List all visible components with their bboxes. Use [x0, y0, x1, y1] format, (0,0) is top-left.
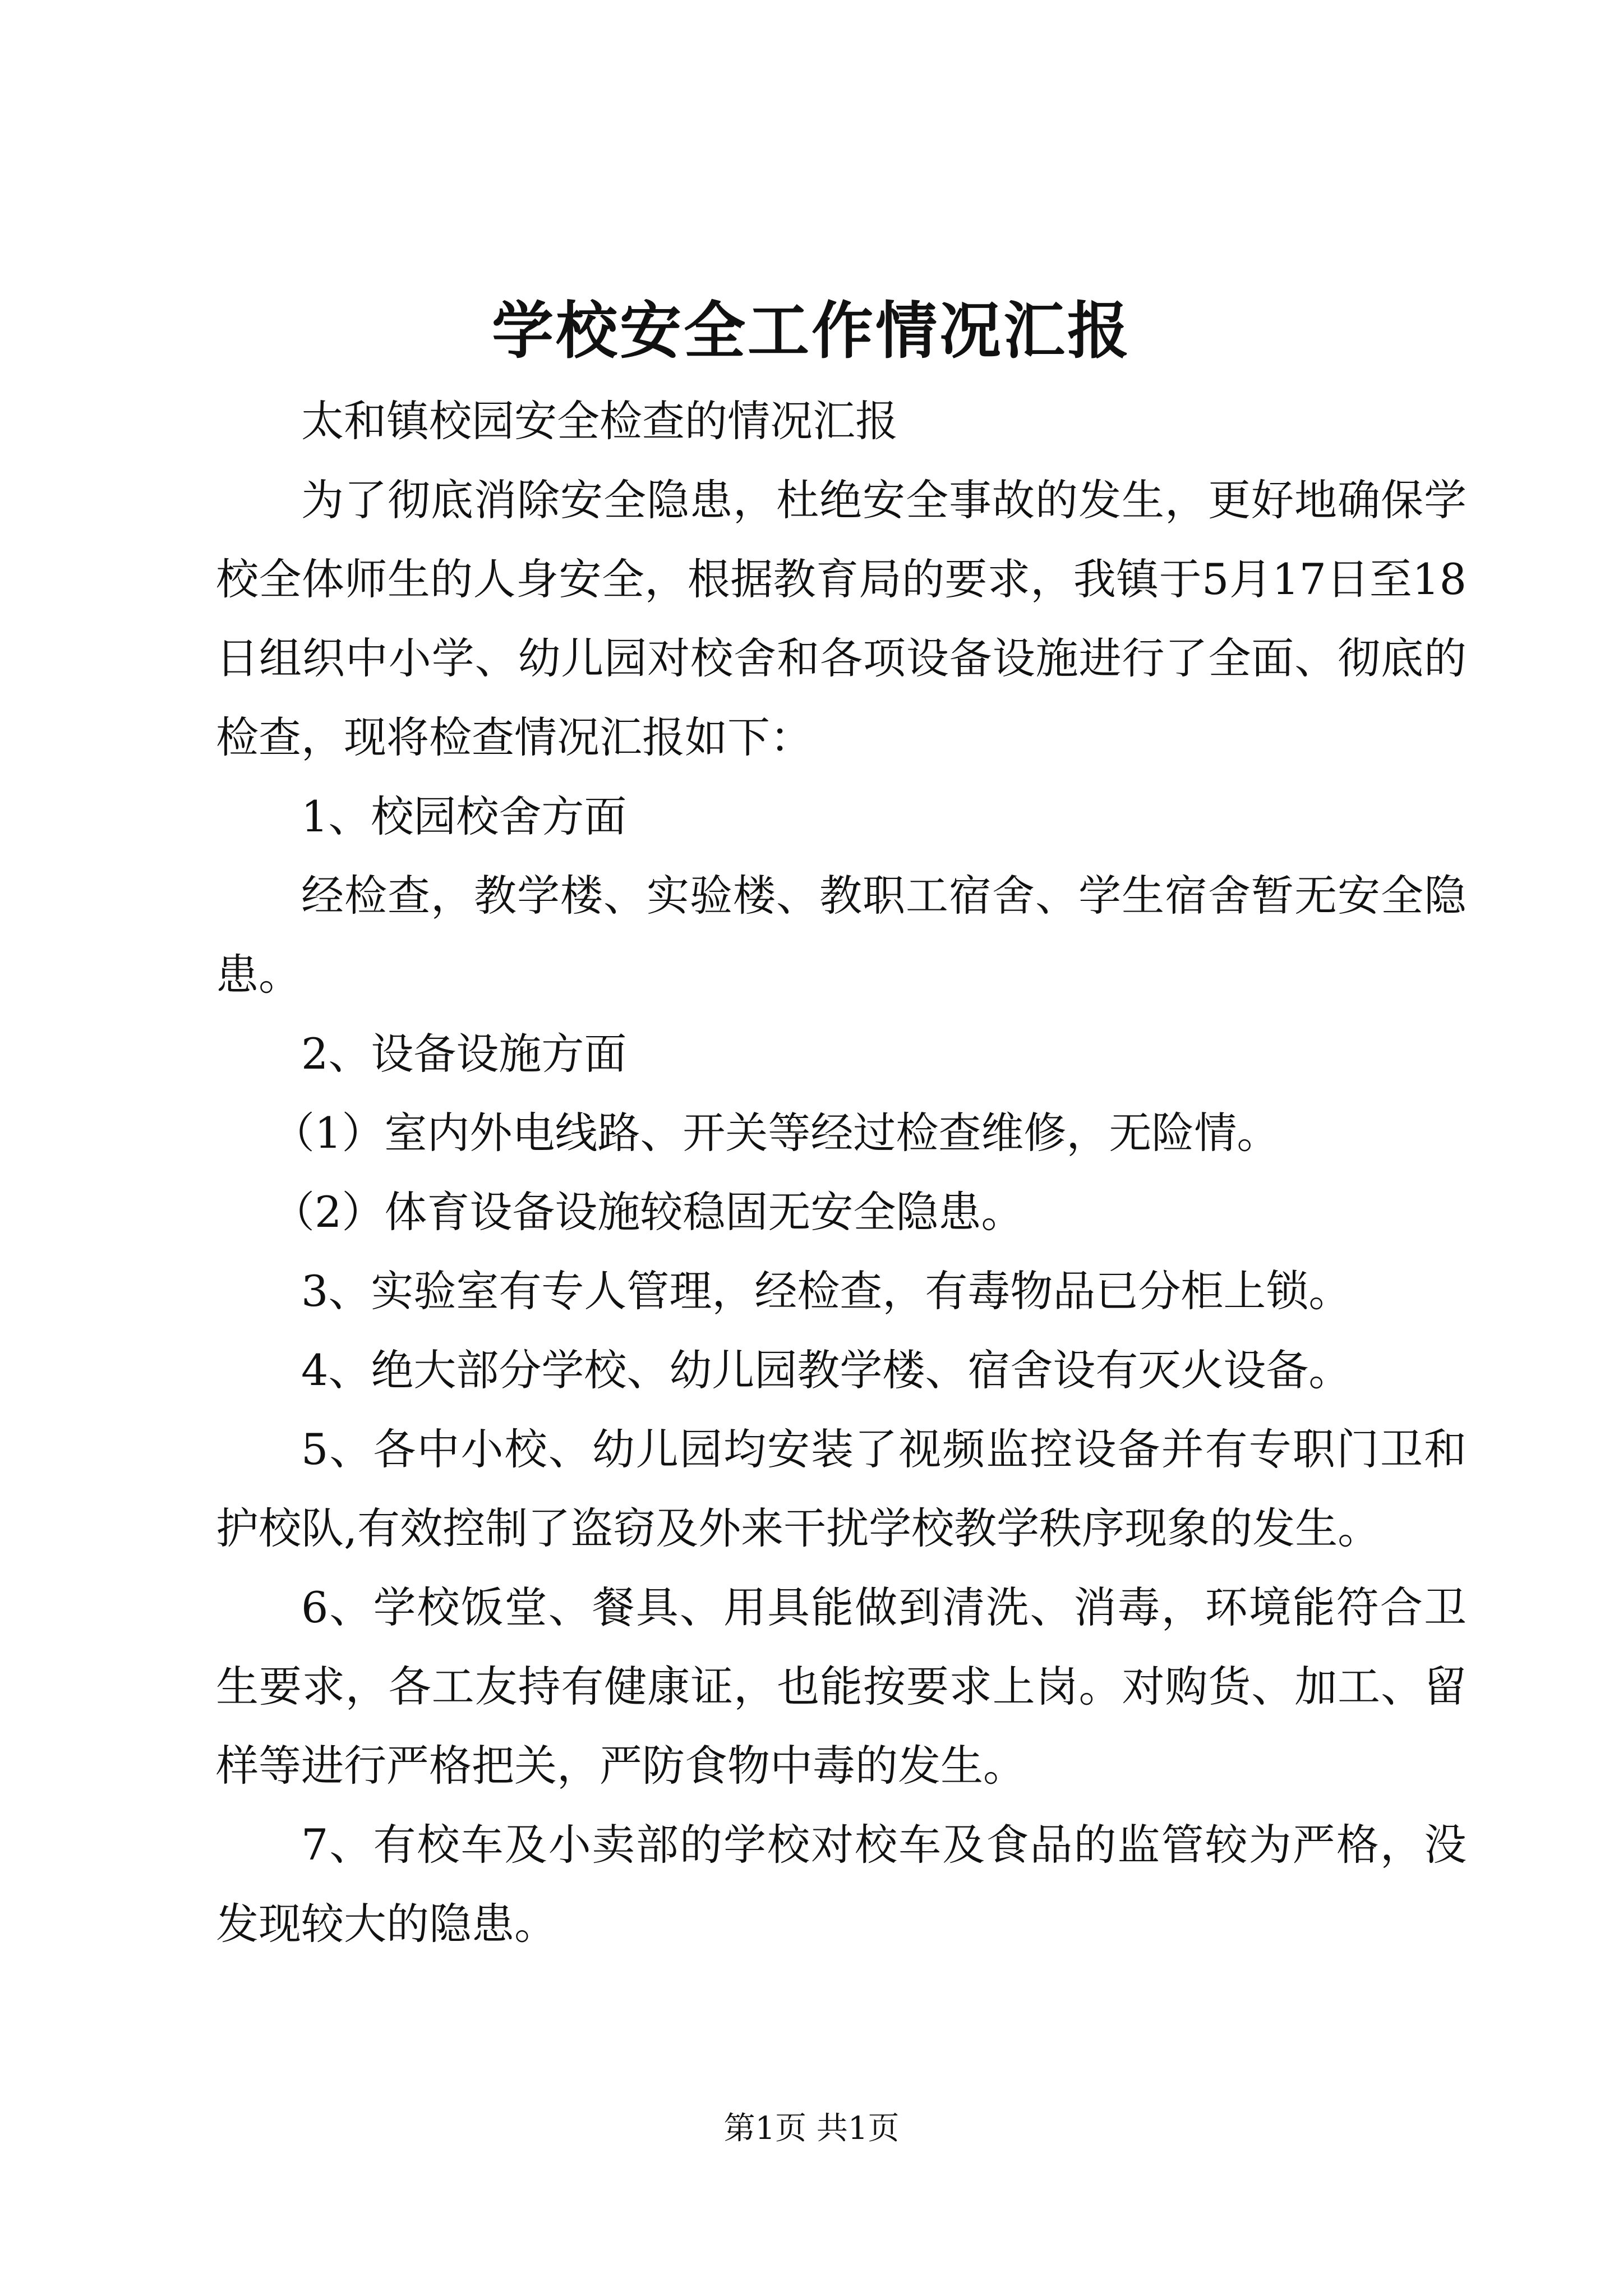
paragraph-section-1-body: 经检查，教学楼、实验楼、教职工宿舍、学生宿舍暂无安全隐患。 — [216, 871, 1467, 1000]
paragraph-section-6: 6、学校饭堂、餐具、用具能做到清洗、消毒，环境能符合卫生要求，各工友持有健康证，也能按要求上岗。对购货、加工、留样等进行严格把关，严防食物中毒的发生。 — [216, 1582, 1467, 1791]
paragraph-section-3: 3、实验室有专人管理，经检查，有毒物品已分柜上锁。 — [301, 1266, 1352, 1316]
paragraph-section-5: 5、各中小校、幼儿园均安装了视频监控设备并有专职门卫和护校队,有效控制了盗窃及外来干扰学校教学秩序现象的发生。 — [216, 1424, 1467, 1553]
document-title: 学校安全工作情况汇报 — [492, 295, 1131, 367]
document-body — [216, 381, 1467, 1963]
paragraph-section-2-item-2: （2）体育设备设施较稳固无安全隐患。 — [272, 1187, 1024, 1237]
page-footer: 第1页 共1页 — [723, 2110, 900, 2147]
paragraph-section-2-item-1: （1）室内外电线路、开关等经过检查维修，无险情。 — [272, 1108, 1280, 1158]
paragraph-subtitle: 太和镇校园安全检查的情况汇报 — [301, 396, 898, 446]
paragraph-section-2-heading: 2、设备设施方面 — [301, 1029, 627, 1079]
paragraph-intro: 为了彻底消除安全隐患，杜绝安全事故的发生，更好地确保学校全体师生的人身安全，根据教育局的要求，我镇于5月17日至18日组织中小学、幼儿园对校舍和各项设备设施进行了全面、彻底的检查，现将检查情况汇报如下： — [216, 475, 1467, 762]
paragraph-section-4: 4、绝大部分学校、幼儿园教学楼、宿舍设有灭火设备。 — [301, 1345, 1352, 1395]
paragraph-section-7: 7、有校车及小卖部的学校对校车及食品的监管较为严格，没发现较大的隐患。 — [216, 1820, 1467, 1949]
paragraph-section-1-heading: 1、校园校舍方面 — [301, 792, 627, 841]
